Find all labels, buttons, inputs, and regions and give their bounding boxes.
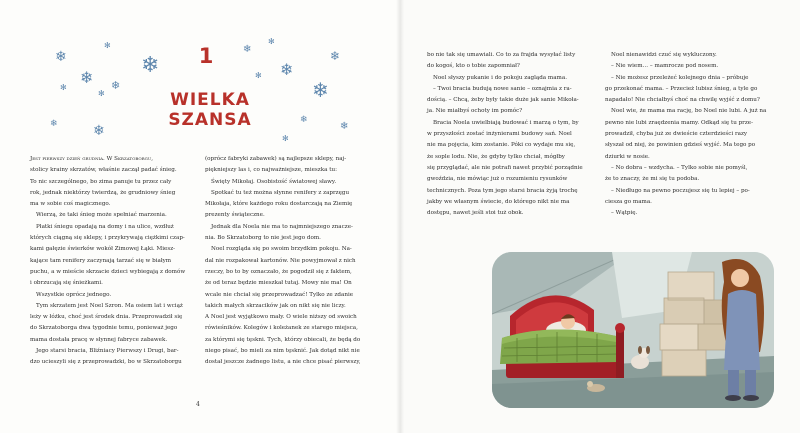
text-line: – Niedługo na pewno poczujesz się tu lepiej – po- <box>611 187 750 194</box>
snowflake-icon: ❄ <box>93 123 105 139</box>
text-line: się przyglądać, ale nie potrafi nawet przybić porządnie <box>427 164 583 171</box>
text-line: nia. Bo Skrzatoborg to nie jest jego dom. <box>205 235 321 242</box>
snowflake-icon: ✻ <box>98 89 105 98</box>
text-line: wcale nie chciał się przeprowadzać! Tylko ze zdanie <box>205 291 354 298</box>
snowflake-icon: ✻ <box>268 37 275 46</box>
page-number: 4 <box>196 401 200 408</box>
text-line: i obrzucają się śnieżkami. <box>30 280 103 287</box>
text-line: ja. Nie miałbyś ochoty im pomóc? <box>427 108 523 115</box>
chapter-title: WIELKA SZANSA <box>168 90 252 130</box>
text-line: Noel rozgląda się po swoim brzydkim pokoju. Na- <box>211 246 352 253</box>
right-column-2 <box>605 50 780 219</box>
text-line: których ciągną się sklepy, i przykrywają ciężkimi czap- <box>30 235 185 242</box>
text-line: że to znaczy, że mi się tu podoba. <box>605 176 700 183</box>
text-line: ma w sobie coś magicznego. <box>30 201 111 208</box>
text-line: – No dobra – wzdycha. – Tylko sobie nie pomyśl, <box>611 164 748 171</box>
snowflake-icon: ✻ <box>255 71 262 80</box>
snowflake-icon: ✻ <box>60 83 67 92</box>
snowflake-icon: ❄ <box>340 121 349 132</box>
text-line: gwoździa, nie mówiąc już o rozumieniu rysunków <box>427 176 568 183</box>
text-line: Spotkać tu też można słynne renifery z zaprzęgu <box>211 189 350 196</box>
text-line: jakby we własnym świecie, do którego nikt nie ma <box>427 198 570 205</box>
text-line: napadało! Nie chciałbyś choć na chwilę wyjść z domu? <box>605 97 760 104</box>
text-line: Jego starsi bracia, Bliźniacy Pierwszy i Drugi, bar- <box>36 348 179 355</box>
snowflake-icon: ❄ <box>280 60 294 79</box>
snowflake-icon: ✻ <box>104 41 111 50</box>
text-line: dością. – Chcą, żeby były takie duże jak sanie Mikoła- <box>427 97 579 104</box>
text-line: – Nie możesz przeleżeć kolejnego dnia – próbuje <box>611 74 749 81</box>
text-line: stolicy krainy skrzatów, właśnie zaczął padać śnieg. <box>30 167 177 174</box>
book-gutter <box>396 0 404 433</box>
text-line: go przekonać mama. – Przecież lubisz śnieg, a tyle go <box>605 85 758 92</box>
text-line: Jednak dla Noela nie ma to najmniejszego znacze- <box>211 223 353 230</box>
snowflake-icon: ❄ <box>330 49 341 63</box>
text-line: prowadził, chyba już ze dwieście czterdzieści razy <box>605 131 748 138</box>
text-line: rzeczy, bo to by oznaczało, że pogodził się z faktem, <box>205 268 352 275</box>
text-line: takich małych skrzacików jak on nikt się nie liczy. <box>205 302 346 309</box>
text-line: mama dostała pracę w słynnej fabryce zabawek. <box>30 336 168 343</box>
text-line: kające tam renifery zaczynają tarzać się w białym <box>30 257 172 264</box>
text-line: Bracia Noela uwielbiają budować i marzą o tym, by <box>433 119 579 126</box>
text-line: pewno nie lubi zraędzenia mamy. Odkąd się tu prze- <box>605 119 754 126</box>
text-line: prezenty świąteczne. <box>205 212 265 219</box>
text-line: (oprócz fabryki zabawek) są najlepsze sklepy, naj- <box>205 156 347 162</box>
text-line: Wszystkie oprócz jednego. <box>36 291 112 298</box>
text-line: Płatki śniegu opadają na domy i na ulice, wzdłuż <box>36 223 174 230</box>
text-line: Święty Mikołaj. Osobistość światowej sławy. <box>211 178 337 185</box>
text-line: dziurki w nosie. <box>605 153 650 160</box>
text-line: – Twoi bracia budują nowe sanie – oznajmia z ra- <box>433 85 572 92</box>
text-line: kami gałęzie świerków wokół Zimowej Łąki. Miesz- <box>30 246 176 253</box>
right-page <box>400 0 800 433</box>
left-column-2 <box>205 154 375 369</box>
bedroom-illustration <box>492 252 774 408</box>
snowflake-icon: ❄ <box>243 44 252 55</box>
text-line: Tym skrzatem jest Noel Szron. Ma osiem lat i wciąż <box>36 302 183 309</box>
text-line: rok, jednak niektórzy twierdzą, że grudniowy śnieg <box>30 189 176 196</box>
text-line: Wierzą, że taki śnieg może spełniać marzenia. <box>36 212 167 219</box>
text-line: Jest pierwszy dzień grudnia. W Skrzatoborgu, <box>30 156 153 162</box>
text-line: Noel słyszy pukanie i do pokoju zagląda mama. <box>433 74 567 81</box>
chapter-number: 1 <box>198 44 214 68</box>
text-line: do kogoś, kto o tobie zapomniał? <box>427 63 520 70</box>
snowflake-icon: ❄ <box>141 53 160 78</box>
snowflake-icon: ❄ <box>300 115 308 125</box>
text-line: nie ma pojęcia, kim zostanie. Póki co wydaje mu się, <box>427 142 576 149</box>
snowflake-icon: ❄ <box>312 78 329 102</box>
right-column-1 <box>427 50 599 219</box>
text-line: cieszа go mama. <box>605 198 652 205</box>
text-line: piękniejszy las i, co najważniejsze, mieszka tu: <box>205 167 337 174</box>
snowflake-icon: ❄ <box>111 79 121 92</box>
text-line: w przyszłości zostać inżynierami budowy sań. Noel <box>427 131 572 138</box>
bedroom-illustration-svg <box>492 252 774 408</box>
text-line: że od teraz będzie mieszkał tutaj. Mowy nie ma! On <box>205 280 352 287</box>
text-line: bo nie tak się umawiali. Co to za frajda wysyłać listy <box>427 52 576 58</box>
text-line: dal nie rozpakował kartonów. Nie powyjmował z nich <box>205 257 356 264</box>
text-line: – Nie wiem… – mamrocze pod nosem. <box>611 63 719 70</box>
text-line: leży w łóżku, choć jest środek dnia. Przeprowadził się <box>30 314 183 321</box>
snowflake-icon: ❄ <box>80 68 94 87</box>
text-line: technicznych. Poza tym jego starsi bracia żyją trochę <box>427 187 578 194</box>
text-line: niego pisać, bo mieli za nim tęsknić. Jak dotąd nikt nie <box>205 348 360 355</box>
text-line: dzo ucieszyli się z przeprowadzki, bo w Skrzatoborgu <box>30 359 182 366</box>
text-line: do Skrzatoborga dwa tygodnie temu, ponieważ jego <box>30 325 178 332</box>
text-line: rówieśników. Kolegów i koleżanek ze starego miejsca, <box>205 325 358 332</box>
snowflake-icon: ❄ <box>50 119 58 129</box>
text-line: Mikołaja, które każdego roku dostarczają na Ziemię <box>205 201 353 208</box>
snowflake-icon: ✻ <box>282 134 289 143</box>
text-line: za którymi się tęskni. Tych, którzy obiecali, że będą do <box>205 336 361 343</box>
left-column-1 <box>30 154 200 369</box>
text-line: słyszał od niej, że powinien gdzieś wyjść. Ma tego po <box>605 142 756 149</box>
text-line: że sople lodu. Nie, że gdyby tylko chciał, mógłby <box>427 153 565 160</box>
text-line: To nic szczególnego, bo zima panuje tu przez cały <box>30 178 172 185</box>
text-line: dostępu, nawet jeśli stoi tuż obok. <box>427 210 524 217</box>
text-line: A Noel jest wyjątkowo mały. O wiele niższy od swoich <box>205 314 357 321</box>
snowflake-icon: ❄ <box>55 49 67 65</box>
text-line: puchu, a w mieście skrzacie dzieci wybiegają z domów <box>30 268 186 275</box>
text-line: Noel nienawidzi czuć się wykluczony. <box>611 52 717 58</box>
text-line: dostał jeszcze żadnego listu, a nie chce pisać pierwszy, <box>205 359 361 366</box>
text-line: Noel wie, że mama ma rację, bo Noel nie lubi. A już na <box>611 108 767 115</box>
text-line: – Wątpię. <box>611 210 638 217</box>
